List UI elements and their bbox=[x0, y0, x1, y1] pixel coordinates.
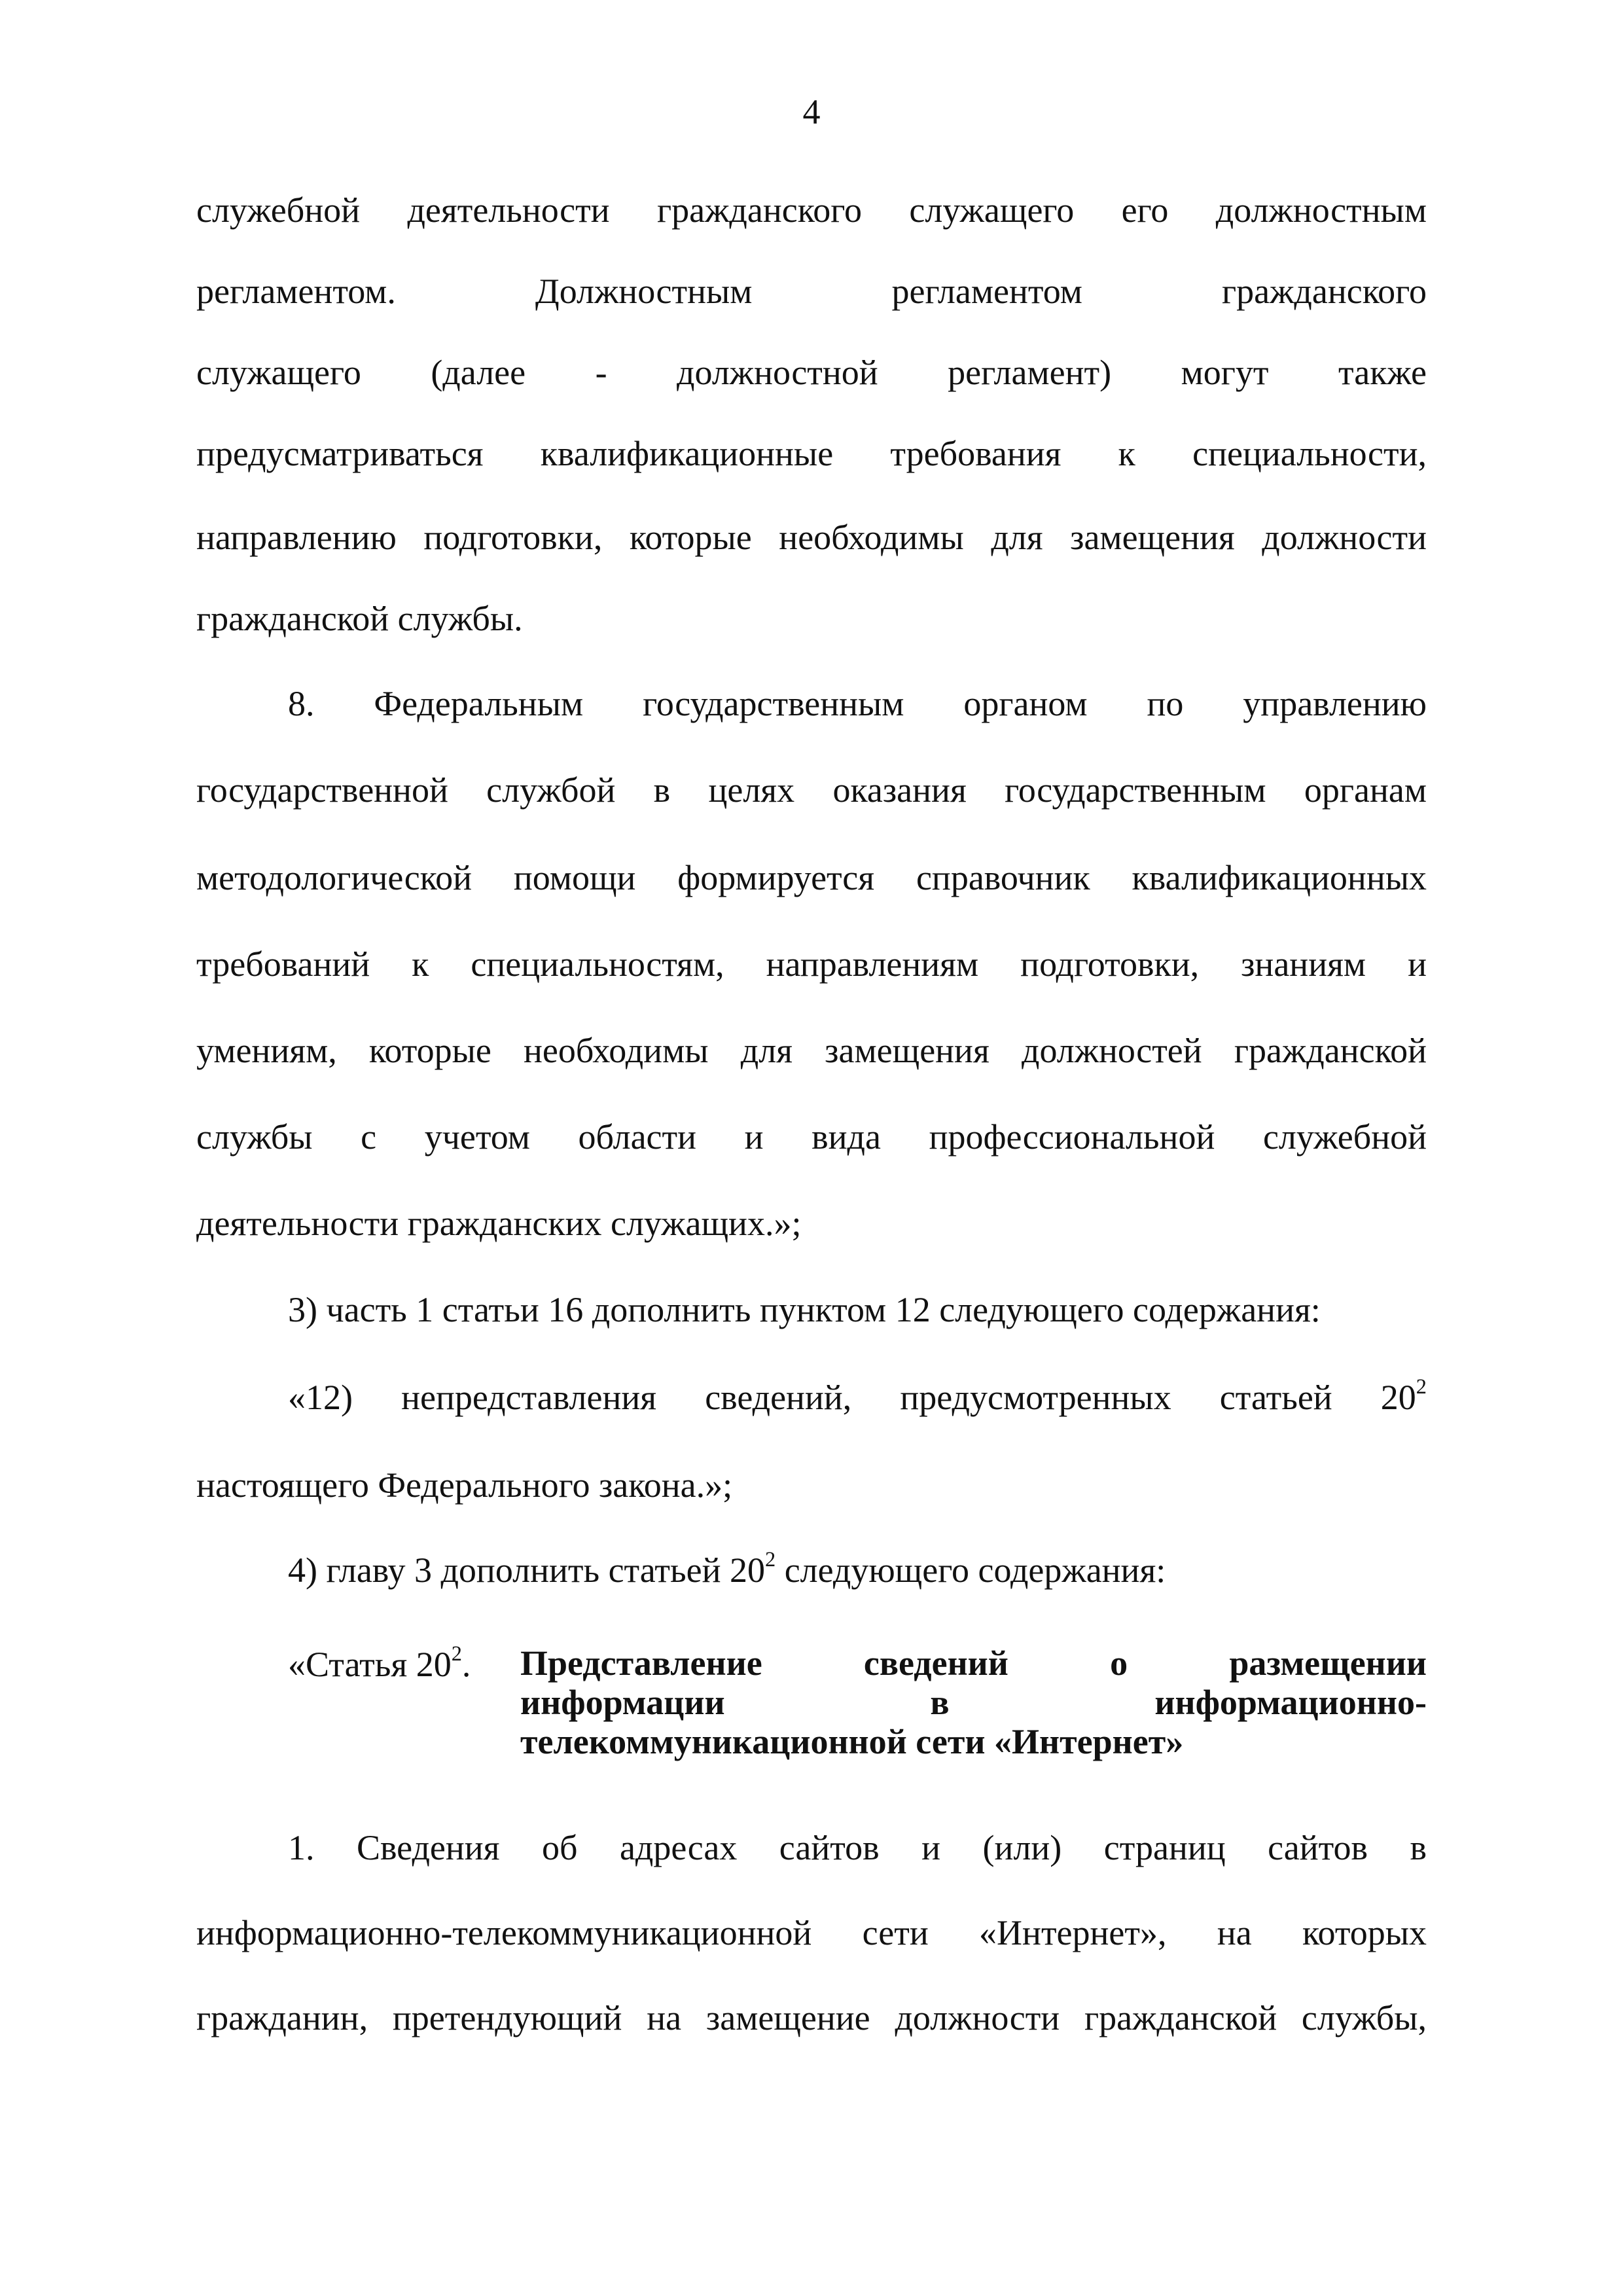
text-line: направлению подготовки, которые необходимы для замещения должности bbox=[196, 518, 1427, 557]
text-line: настоящего Федерального закона.»; bbox=[196, 1465, 733, 1505]
text-line: служебной деятельности гражданского служащего его должностным bbox=[196, 190, 1427, 230]
article-heading-line: Представление сведений о размещении bbox=[520, 1643, 1427, 1683]
text-line: гражданской службы. bbox=[196, 599, 523, 638]
article-label-dot: . bbox=[461, 1645, 471, 1684]
text-span: следующего содержания: bbox=[776, 1551, 1166, 1590]
article-label-text: «Статья 20 bbox=[288, 1645, 452, 1684]
text-line: государственной службой в целях оказания государственным органам bbox=[196, 770, 1427, 810]
text-span: «12) непредставления сведений, предусмотренных статьей 20 bbox=[288, 1378, 1416, 1417]
article-heading-line: телекоммуникационной сети «Интернет» bbox=[520, 1722, 1184, 1761]
text-line: умениям, которые необходимы для замещения должностей гражданской bbox=[196, 1031, 1427, 1070]
text-line: информационно-телекоммуникационной сети «Интернет», на которых bbox=[196, 1913, 1427, 1952]
page-number: 4 bbox=[802, 92, 821, 132]
superscript: 2 bbox=[451, 1641, 462, 1666]
text-line: 1. Сведения об адресах сайтов и (или) страниц сайтов в bbox=[288, 1828, 1427, 1867]
superscript: 2 bbox=[1416, 1374, 1427, 1399]
article-heading-line: информации в информационно- bbox=[520, 1683, 1427, 1722]
text-line: гражданин, претендующий на замещение должности гражданской службы, bbox=[196, 1998, 1427, 2037]
article-label bbox=[288, 1643, 471, 1686]
text-line: требований к специальностям, направлениям подготовки, знаниям и bbox=[196, 944, 1427, 984]
text-line: методологической помощи формируется справочник квалификационных bbox=[196, 858, 1427, 897]
text-line: служащего (далее - должностной регламент) могут также bbox=[196, 353, 1427, 392]
text-line: деятельности гражданских служащих.»; bbox=[196, 1204, 802, 1243]
text-line: 3) часть 1 статьи 16 дополнить пунктом 12 следующего содержания: bbox=[288, 1290, 1321, 1329]
superscript: 2 bbox=[764, 1547, 776, 1571]
text-line: 8. Федеральным государственным органом по управлению bbox=[288, 684, 1427, 723]
text-line: предусматриваться квалификационные требования к специальности, bbox=[196, 434, 1427, 473]
text-span: 4) главу 3 дополнить статьей 20 bbox=[288, 1551, 765, 1590]
text-line: службы с учетом области и вида профессиональной служебной bbox=[196, 1117, 1427, 1157]
text-line bbox=[288, 1376, 1427, 1419]
text-line: регламентом. Должностным регламентом гражданского bbox=[196, 272, 1427, 311]
text-line bbox=[288, 1549, 1427, 1592]
